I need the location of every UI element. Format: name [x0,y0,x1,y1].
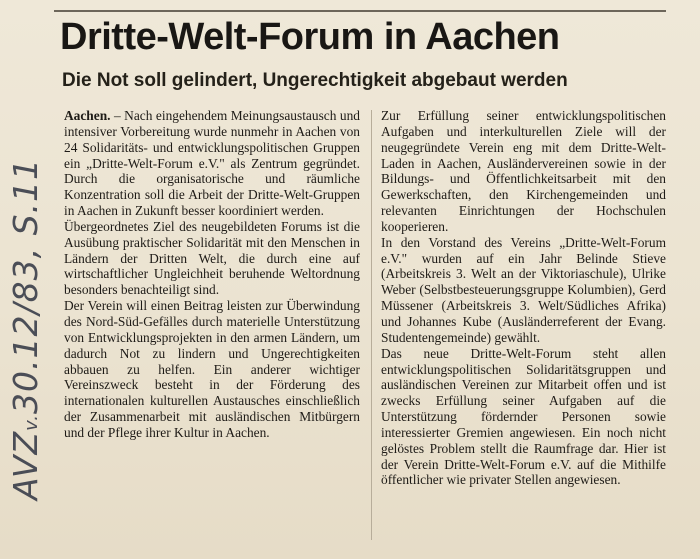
article-column-left [64,108,360,441]
paragraph: Der Verein will einen Beitrag leisten zur Überwindung des Nord-Süd-Gefälles durch materielle Unterstützung von Entwicklungsprojekten in den armen Ländern, um dadurch Not zu lindern und Ungerechtigkeiten abbauen zu helfen. Ein anderer wichtiger Vereinszweck besteht in der Förderung des internationalen kulturellen Austausches einschließlich der Zusammenarbeit mit ausländischen Mitbürgern und der Pflege ihrer Kultur in Aachen. [64,298,360,440]
paragraph [64,108,360,219]
handwritten-source-note [6,158,45,500]
note-prefix: AVZ [6,430,45,500]
paragraph: In den Vorstand des Vereins „Dritte-Welt-Forum e.V." wurden auf ein Jahr Belinde Stieve (Arbeitskreis 3. Welt an der Viktoriaschule), Ulrike Weber (Selbstbesteuerungsgruppe Kolumbien), Gerd Müssener (Arbeitskreis 3. Welt/Südliches Afrika) und Johannes Kube (Ausländerreferent der Evang. Studentengemeinde) gewählt. [381,234,666,345]
note-date: 30.12/83 [6,258,45,414]
article-column-right [381,108,666,488]
paragraph: Übergeordnetes Ziel des neugebildeten Forums ist die Ausübung praktischer Solidarität mit den Menschen in Ländern der Dritten Welt, die durch eine auf wirtschaftlicher Ungleichheit beruhende Weltordnung besonders benachteiligt sind. [64,218,360,298]
dateline: Aachen. [64,108,111,123]
top-rule [54,10,666,12]
note-page: , S.11 [6,157,45,259]
headline: Dritte-Welt-Forum in Aachen [60,16,560,58]
paragraph-text: – Nach eingehendem Meinungsaustausch und intensiver Vorbereitung wurde nunmehr in Aachen von 24 Solidaritäts- und entwicklungspolitischen Gruppen ein „Dritte-Welt-Forum e.V." als Zentrum gegründet. Durch die organisatorische und räumliche Konzentration soll die Arbeit der Dritte-Welt-Gruppen in Aachen in Zukunft besser koordiniert werden. [64,108,360,219]
paragraph: Zur Erfüllung seiner entwicklungspolitischen Aufgaben und interkulturellen Ziele will der neugegründete Verein eng mit dem Dritte-Welt-Laden in Aachen, Ausländervereinen sowie in der Bildungs- und Öffentlichkeitsarbeit mit den Gewerkschaften, den Kirchengemeinden und relevanten Einrichtungen der Hochschulen kooperieren. [381,108,666,234]
column-divider [371,110,372,540]
subheadline: Die Not soll gelindert, Ungerechtigkeit abgebaut werden [62,70,568,91]
paragraph: Das neue Dritte-Welt-Forum steht allen entwicklungspolitischen Solidaritätsgruppen und ausländischen Vereinen zur Mitarbeit offen und ist zwecks Erfüllung seiner Aufgaben auf die Unterstützung fördernder Personen sowie interessierter Gremien angewiesen. Ein noch nicht gelöstes Problem stellt die Raumfrage dar. Hier ist der Verein Dritte-Welt-Forum e.V. auf die Mithilfe öffentlicher wie privater Stellen angewiesen. [381,345,666,488]
note-small: v. [21,413,42,431]
